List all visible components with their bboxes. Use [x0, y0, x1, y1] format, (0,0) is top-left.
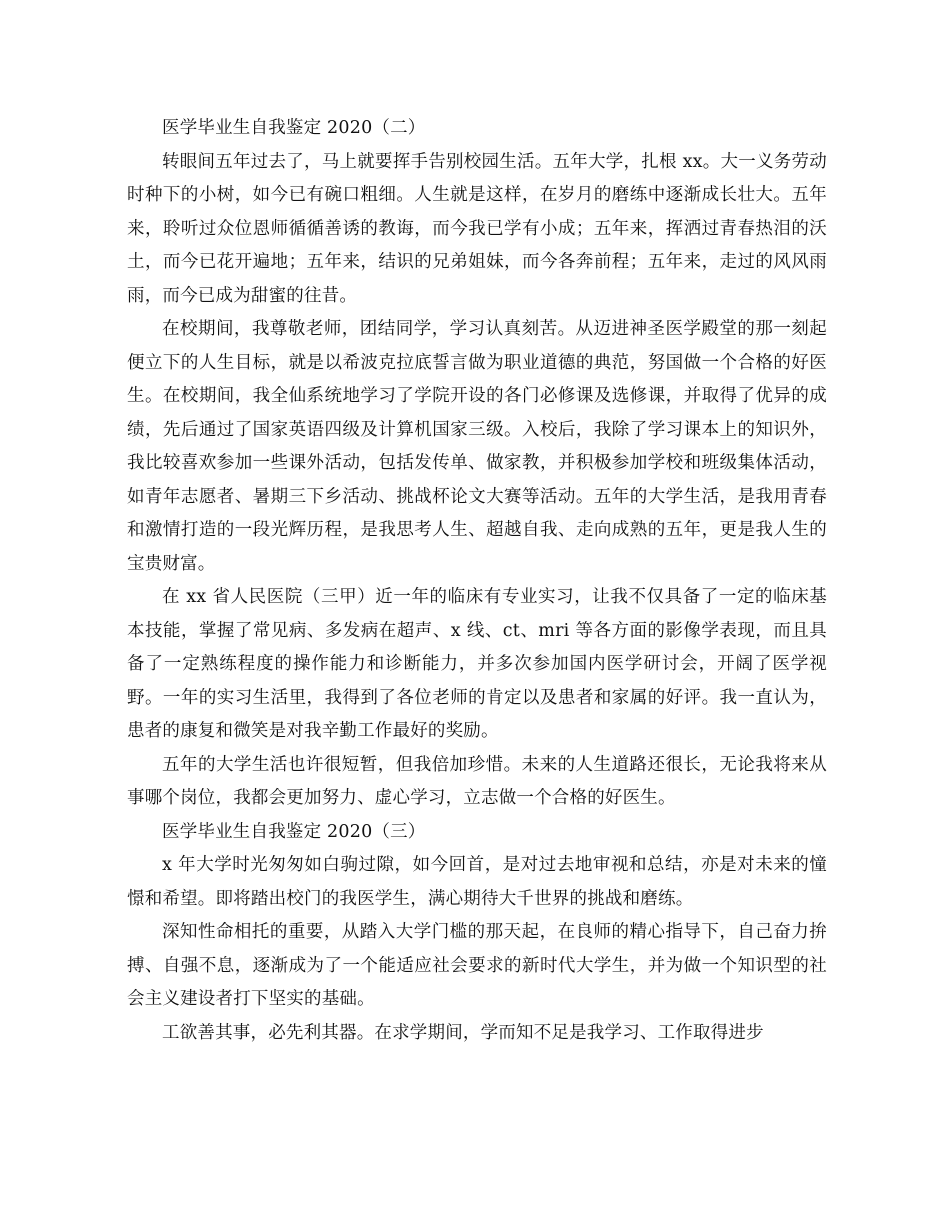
section-heading: 医学毕业生自我鉴定 2020（三） — [162, 821, 426, 842]
section-heading: 医学毕业生自我鉴定 2020（二） — [162, 118, 426, 138]
paragraph: 转眼间五年过去了，马上就要挥手告别校园生活。五年大学，扎根 xx。大一义务劳动时种下的小树，如今已有碗口粗细。人生就是这样，在岁月的磨练中逐渐成长壮大。五年来，聆听过众位恩师循循善诱的教诲，而今我已学有小成；五年来，挥洒过青春热泪的沃土，而今已花开遍地；五年来，结识的兄弟姐妹，而今各奔前程；五年来，走过的风风雨雨，而今已成为甜蜜的往昔。 — [127, 151, 827, 306]
paragraph: x 年大学时光匆匆如白驹过隙，如今回首，是对过去地审视和总结，亦是对未来的憧憬和希望。即将踏出校门的我医学生，满心期待大千世界的挑战和磨练。 — [127, 855, 827, 909]
document-body — [127, 112, 827, 1050]
paragraph: 在 xx 省人民医院（三甲）近一年的临床有专业实习，让我不仅具备了一定的临床基本技能，掌握了常见病、多发病在超声、x 线、ct、mri 等各方面的影像学表现，而且具备了一定熟练程度的操作能力和诊断能力，并多次参加国内医学研讨会，开阔了医学视野。一年的实习生活里，我得到了各位老师的肯定以及患者和家属的好评。我一直认为，患者的康复和微笑是对我辛勤工作最好的奖励。 — [127, 587, 827, 741]
paragraph: 在校期间，我尊敬老师，团结同学，学习认真刻苦。从迈进神圣医学殿堂的那一刻起便立下的人生目标，就是以希波克拉底誓言做为职业道德的典范，努国做一个合格的好医生。在校期间，我全仙系统地学习了学院开设的各门必修课及选修课，并取得了优异的成绩，先后通过了国家英语四级及计算机国家三级。入校后，我除了学习课本上的知识外，我比较喜欢参加一些课外活动，包括发传单、做家教，并积极参加学校和班级集体活动，如青年志愿者、暑期三下乡活动、挑战杯论文大赛等活动。五年的大学生活，是我用青春和激情打造的一段光辉历程，是我思考人生、超越自我、走向成熟的五年，更是我人生的宝贵财富。 — [127, 319, 827, 574]
paragraph: 工欲善其事，必先利其器。在求学期间，学而知不足是我学习、工作取得进步 — [162, 1022, 764, 1043]
paragraph: 五年的大学生活也许很短暂，但我倍加珍惜。未来的人生道路还很长，无论我将来从事哪个岗位，我都会更加努力、虚心学习，立志做一个合格的好医生。 — [127, 754, 827, 808]
paragraph: 深知性命相托的重要，从踏入大学门槛的那天起，在良师的精心指导下，自己奋力拚搏、自强不息，逐渐成为了一个能适应社会要求的新时代大学生，并为做一个知识型的社会主义建设者打下坚实的基础。 — [127, 922, 827, 1009]
